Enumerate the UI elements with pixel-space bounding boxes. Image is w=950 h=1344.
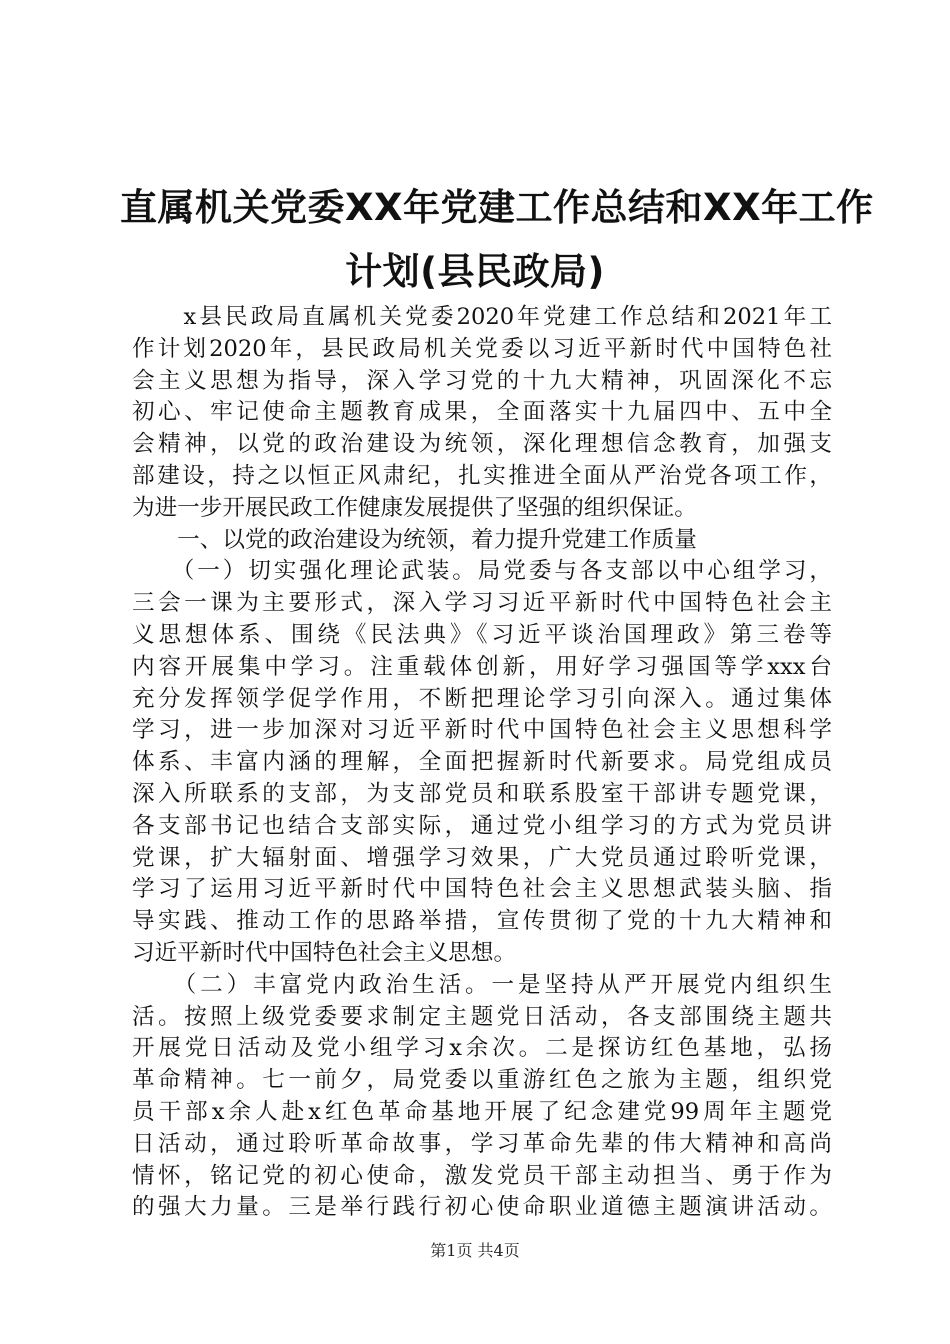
- body-text-line: 会精神，以党的政治建设为统领，深化理想信念教育，加强支: [132, 431, 832, 458]
- body-text-line: 充分发挥领学促学作用，不断把理论学习引向深入。通过集体: [132, 685, 832, 712]
- body-text-line: 部建设，持之以恒正风肃纪，扎实推进全面从严治党各项工作，: [132, 462, 832, 489]
- body-text-line: 革命精神。七一前夕，局党委以重游红色之旅为主题，组织党: [132, 1067, 832, 1094]
- body-text-line: 员干部x余人赴x红色革命基地开展了纪念建党99周年主题党: [132, 1098, 832, 1125]
- body-text-line: 内容开展集中学习。注重载体创新，用好学习强国等学xxx台: [132, 653, 832, 680]
- document-title: [120, 176, 874, 304]
- body-text-line: 义思想体系、围绕《民法典》《习近平谈治国理政》第三卷等: [132, 621, 832, 648]
- body-text-line: 活。按照上级党委要求制定主题党日活动，各支部围绕主题共: [132, 1003, 832, 1030]
- body-text-line: 会主义思想为指导，深入学习党的十九大精神，巩固深化不忘: [132, 367, 832, 394]
- body-text-line: 为进一步开展民政工作健康发展提供了坚强的组织保证。: [132, 494, 697, 521]
- page-number-footer: 第1页 共4页: [430, 1241, 520, 1260]
- title-line-2: 计划(县民政局): [345, 250, 605, 293]
- body-text-line: 初心、牢记使命主题教育成果，全面落实十九届四中、五中全: [132, 399, 832, 426]
- body-text-line: 各支部书记也结合支部实际，通过党小组学习的方式为党员讲: [132, 812, 832, 839]
- body-text-line: 党课，扩大辐射面、增强学习效果，广大党员通过聆听党课，: [132, 844, 832, 871]
- document-body: [132, 302, 832, 1224]
- body-text-line: 深入所联系的支部，为支部党员和联系股室干部讲专题党课，: [132, 780, 832, 807]
- body-text-line: 学习了运用习近平新时代中国特色社会主义思想武装头脑、指: [132, 876, 832, 903]
- body-text-line: 习近平新时代中国特色社会主义思想。: [132, 939, 517, 966]
- body-text-line: 学习，进一步加深对习近平新时代中国特色社会主义思想科学: [132, 717, 832, 744]
- body-text-line: （二）丰富党内政治生活。一是坚持从严开展党内组织生: [132, 971, 832, 998]
- body-text-line: 导实践、推动工作的思路举措，宣传贯彻了党的十九大精神和: [132, 908, 832, 935]
- body-text-line: 的强大力量。三是举行践行初心使命职业道德主题演讲活动。: [132, 1194, 832, 1221]
- body-text-line: 体系、丰富内涵的理解，全面把握新时代新要求。局党组成员: [132, 749, 832, 776]
- body-text-line: 日活动，通过聆听革命故事，学习革命先辈的伟大精神和高尚: [132, 1130, 832, 1157]
- body-text-line: 开展党日活动及党小组学习x余次。二是探访红色基地，弘扬: [132, 1035, 832, 1062]
- body-text-line: 作计划2020年，县民政局机关党委以习近平新时代中国特色社: [132, 335, 832, 362]
- body-text-line: 情怀，铭记党的初心使命，激发党员干部主动担当、勇于作为: [132, 1162, 832, 1189]
- body-text-line: （一）切实强化理论武装。局党委与各支部以中心组学习，: [132, 558, 832, 585]
- body-text-line: 一、以党的政治建设为统领，着力提升党建工作质量: [132, 526, 697, 553]
- body-text-line: x县民政局直属机关党委2020年党建工作总结和2021年工: [132, 304, 832, 330]
- title-line-1: 直属机关党委XX年党建工作总结和XX年工作: [120, 186, 874, 229]
- body-text-line: 三会一课为主要形式，深入学习习近平新时代中国特色社会主: [132, 590, 832, 617]
